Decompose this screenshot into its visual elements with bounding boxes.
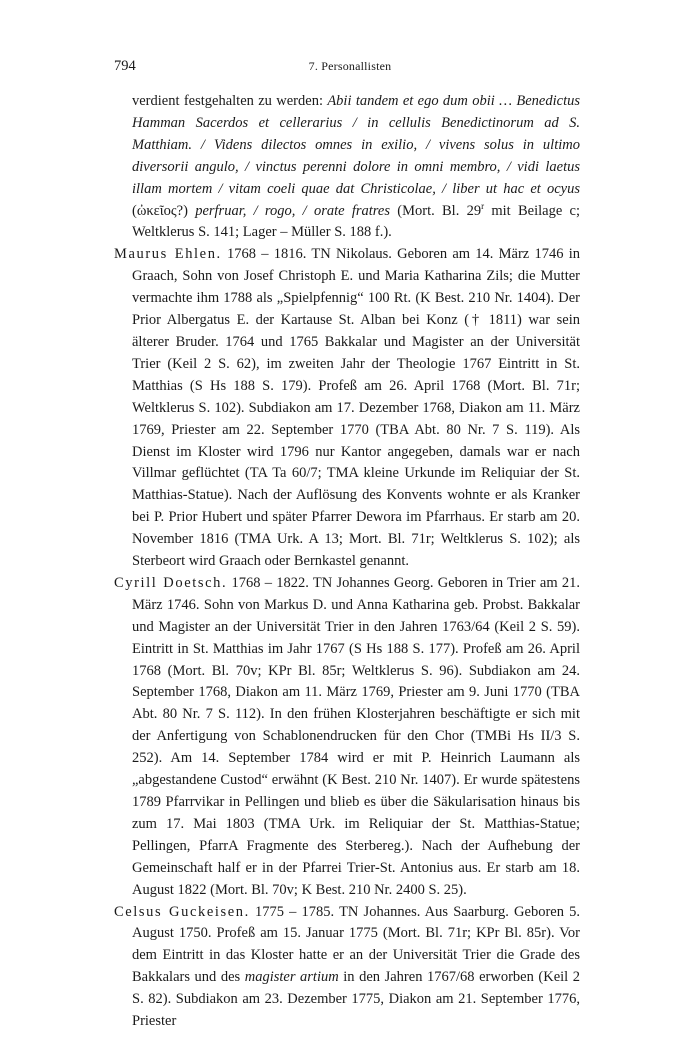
entry-text: 1775 – 1785. TN Johannes. Aus Saarburg. Geboren 5. August 1750. Profeß am 15. Januar 1775 (Mort. Bl. 71r; KPr Bl. 85r). Vor dem Eintritt in das Kloster hatte er an der Universität Trier die Grade des Bakkalars und des xyxy=(132,903,581,986)
entry-maurus-ehlen xyxy=(114,244,580,573)
entry-celsus-guckeisen xyxy=(114,902,580,1033)
entry-text: verdient festgehalten zu werden: xyxy=(132,93,328,109)
entry-name: Cyrill Doetsch. xyxy=(114,574,228,591)
page-number: 794 xyxy=(114,58,136,74)
entry-cyrill-doetsch xyxy=(114,573,580,902)
page-header xyxy=(0,58,700,78)
entry-name: Maurus Ehlen. xyxy=(114,246,222,263)
running-head: 7. Personallisten xyxy=(308,59,392,73)
entry-text: in den Jahren 1767/68 erworben (Keil 2 S. 82). Subdiakon am 23. Dezember 1775, Diakon am 21. September 1776, Priester xyxy=(132,969,580,1030)
entry-name: Celsus Guckeisen. xyxy=(114,903,250,920)
greek-gloss: (ὠκεῖος?) xyxy=(132,202,196,219)
entry-text: 1768 – 1816. TN Nikolaus. Geboren am 14. März 1746 in Graach, Sohn von Josef Christoph E. und Maria Katharina Zils; die Mutter vermachte ihm 1788 als „Spielpfennig“ 100 Rt. (K Best. 210 Nr. 1404). Der Prior Albergatus E. der Kartause St. Alban bei Konz († 1811) war sein älterer Bruder. 1764 und 1765 Bakkalar und Magister an der Universität Trier (Keil 2 S. 62), im zweiten Jahr der Theologie 1767 Eintritt in St. Matthias (S Hs 188 S. 179). Profeß am 26. April 1768 (Mort. Bl. 71r; Weltklerus S. 102). Subdiakon am 17. Dezember 1768, Diakon am 11. März 1769, Priester am 22. September 1770 (TBA Abt. 80 Nr. 7 S. 119). Als Dienst im Kloster wird 1796 nur Kantor angegeben, damals war er nach Villmar geflüchtet (TA Ta 60/7; TMA kleine Urkunde im Reliquiar der St. Matthias-Statue). Nach der Auflösung des Konvents wohnte er als Kranker bei P. Prior Hubert und später Pfarrer Dewora im Pfarrhaus. Er starb am 20. November 1816 (TMA Urk. A 13; Mort. Bl. 71r; Weltklerus S. 102); als Sterbeort wird Graach oder Bernkastel genannt. xyxy=(132,246,581,570)
latin-epitaph: Abii tandem et ego dum obii … Benedictus Hamman Sacerdos et cellerarius / in cellulis Benedictinorum ad S. Matthiam. / Videns dilectos omnes in exilio, / vivens solus in ultimo diversorii angulo, / vinctus perenni dolore in omni membro, / vidi laetus illam mortem / vitam coeli quae dat Christicolae, / liber ut hac et ocyus xyxy=(132,93,580,197)
latin-epitaph-end: perfruar, / rogo, / orate fratres xyxy=(195,202,390,219)
entry-text: mit Beilage c; Weltklerus S. 141; Lager – Müller S. 188 f.). xyxy=(132,202,580,241)
body-text xyxy=(114,91,580,1033)
folio-recto: r xyxy=(481,200,485,211)
latin-term: magister artium xyxy=(244,969,339,986)
entry-continuation xyxy=(114,91,580,244)
entry-text: 1768 – 1822. TN Johannes Georg. Geboren in Trier am 21. März 1746. Sohn von Markus D. und Anna Katharina geb. Probst. Bakkalar und Magister an der Universität Trier in den Jahren 1763/64 (Keil 2 S. 59). Eintritt in St. Matthias im Jahr 1767 (S Hs 188 S. 177). Profeß am 26. April 1768 (Mort. Bl. 70v; KPr Bl. 85r; Weltklerus S. 96). Subdiakon am 24. September 1768, Diakon am 11. März 1769, Priester am 9. Juni 1770 (TBA Abt. 80 Nr. 7 S. 112). In den frühen Klosterjahren beschäftigte er sich mit der Anfertigung von Schablonendrucken für den Chor (TMBi Hs II/3 S. 252). Am 14. September 1784 wird er mit P. Heinrich Laumann als „abgestandene Custod“ erwähnt (K Best. 210 Nr. 1407). Er wurde spätestens 1789 Pfarrvikar in Pellingen und blieb es über die Säkularisation hinaus bis zum 17. Mai 1803 (TMA Urk. im Reliquiar der St. Matthias-Statue; Pellingen, PfarrA Fragmente des Sterbereg.). Nach der Aufhebung der Gemeinschaft half er in der Pfarrei Trier-St. Antonius aus. Er starb am 18. August 1822 (Mort. Bl. 70v; K Best. 210 Nr. 2400 S. 25). xyxy=(132,574,580,898)
entry-text: (Mort. Bl. 29 xyxy=(390,202,482,219)
